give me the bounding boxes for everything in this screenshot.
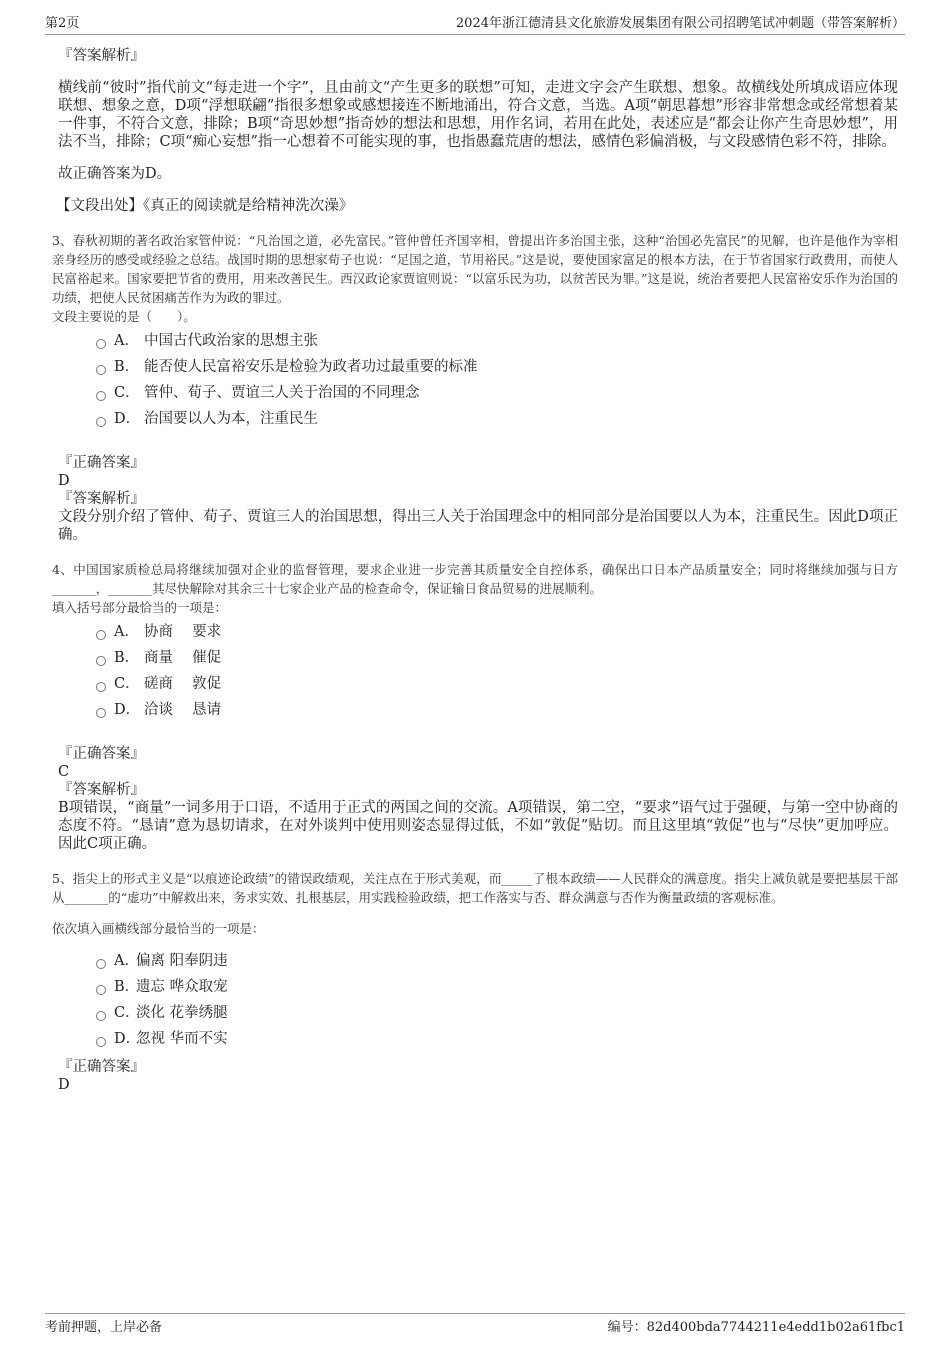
question-4-text: 4、中国国家质检总局将继续加强对企业的监督管理，要求企业进一步完善其质量安全自控体系，确保出口日本产品质量安全；同时将继续加强与日方_______，_______其尽快解除对其余三十七家企业产品的检查命令，保证输日食品贸易的进展顺利。 (52, 562, 898, 596)
option-d[interactable]: D． 治国要以人为本，注重民生 (96, 406, 898, 432)
radio-icon[interactable] (96, 708, 106, 718)
answer-label: 『正确答案』 (58, 1059, 145, 1075)
radio-icon[interactable] (96, 1011, 106, 1021)
conclusion: 故正确答案为D。 (58, 166, 172, 182)
option-b[interactable]: B． 遗忘 哗众取宠 (96, 974, 898, 1000)
radio-icon[interactable] (96, 339, 106, 349)
document-id: 编号：82d400bda7744211e4edd1b02a61fbc1 (607, 1320, 905, 1335)
radio-icon[interactable] (96, 656, 106, 666)
analysis-label: 『答案解析』 (58, 782, 145, 798)
question-5-options (96, 948, 898, 1052)
document-title: 2024年浙江德清县文化旅游发展集团有限公司招聘笔试冲刺题（带答案解析） (455, 16, 905, 31)
radio-icon[interactable] (96, 985, 106, 995)
analysis-text: 文段分别介绍了管仲、荀子、贾谊三人的治国思想，得出三人关于治国理念中的相同部分是治国要以人为本，注重民生。因此D项正确。 (58, 509, 898, 543)
answer-label: 『正确答案』 (58, 746, 145, 762)
option-c[interactable]: C． 淡化 花拳绣腿 (96, 1000, 898, 1026)
option-a[interactable]: A． 协商 要求 (96, 619, 898, 645)
page-header (45, 12, 905, 35)
option-b[interactable]: B． 商量 催促 (96, 645, 898, 671)
radio-icon[interactable] (96, 630, 106, 640)
option-a[interactable]: A． 偏离 阳奉阴违 (96, 948, 898, 974)
radio-icon[interactable] (96, 1037, 106, 1047)
passage-source: 【文段出处】《真正的阅读就是给精神洗次澡》 (56, 198, 354, 214)
question-3-options (96, 328, 898, 432)
option-a[interactable]: A． 中国古代政治家的思想主张 (96, 328, 898, 354)
question-3-prompt: 文段主要说的是（ ）。 (52, 309, 196, 324)
question-3-text: 3、春秋初期的著名政治家管仲说：“凡治国之道，必先富民。”管仲曾任齐国宰相，曾提出许多治国主张，这种“治国必先富民”的见解，也许是他作为宰相亲身经历的感受或经验之总结。战国时期的思想家荀子也说：“足国之道，节用裕民。”这是说，要使国家富足的根本方法，在于节省国家行政费用，而使人民富裕起来。国家要把节省的费用，用来改善民生。西汉政论家贾谊则说：“以富乐民为功，以贫苦民为罪。”这是说，统治者要把人民富裕安乐作为治国的功绩，把使人民贫困痛苦作为为政的罪过。 (52, 233, 898, 305)
page-number: 第2页 (45, 16, 80, 31)
radio-icon[interactable] (96, 682, 106, 692)
option-c[interactable]: C． 磋商 敦促 (96, 671, 898, 697)
option-c[interactable]: C． 管仲、荀子、贾谊三人关于治国的不同理念 (96, 380, 898, 406)
answer-value: D (58, 1077, 70, 1093)
radio-icon[interactable] (96, 959, 106, 969)
option-d[interactable]: D． 忽视 华而不实 (96, 1026, 898, 1052)
question-5-prompt: 依次填入画横线部分最恰当的一项是： (52, 921, 265, 936)
document-content (52, 47, 898, 1094)
analysis-text: 横线前“彼时”指代前文“每走进一个字”，且由前文“产生更多的联想”可知，走进文字会产生联想、想象。故横线处所填成语应体现联想、想象之意，D项“浮想联翩”指很多想象或感想接连不断地涌出，符合文意，当选。A项“朝思暮想”形容非常想念或经常想着某一件事，不符合文意，排除；B项“奇思妙想”指奇妙的想法和思想，用作名词，若用在此处，表述应是“都会让你产生奇思妙想”，用法不当，排除；C项“痴心妄想”指一心想着不可能实现的事，也指愚蠢荒唐的想法，感情色彩偏消极，与文段感情色彩不符，排除。 (58, 80, 898, 150)
analysis-label: 『答案解析』 (58, 48, 145, 64)
footer-slogan: 考前押题，上岸必备 (45, 1320, 163, 1335)
question-4-options (96, 619, 898, 723)
question-4-prompt: 填入括号部分最恰当的一项是： (52, 600, 228, 615)
option-b[interactable]: B． 能否使人民富裕安乐是检验为政者功过最重要的标准 (96, 354, 898, 380)
question-5-text: 5、指尖上的形式主义是“以痕迹论政绩”的错误政绩观，关注点在于形式美观，而_____了根本政绩——人民群众的满意度。指尖上减负就是要把基层干部从_______的“虚功”中解救出来，务求实效、扎根基层，用实践检验政绩，把工作落实与否、群众满意与否作为衡量政绩的客观标准。 (52, 871, 898, 905)
radio-icon[interactable] (96, 391, 106, 401)
radio-icon[interactable] (96, 365, 106, 375)
answer-value: C (58, 764, 70, 780)
option-d[interactable]: D． 洽谈 恳请 (96, 697, 898, 723)
analysis-text: B项错误，“商量”一词多用于口语，不适用于正式的两国之间的交流。A项错误，第二空，“要求”语气过于强硬，与第一空中协商的态度不符。“恳请”意为恳切请求，在对外谈判中使用则姿态显得过低，不如“敦促”贴切。而且这里填“敦促”也与“尽快”更加呼应。因此C项正确。 (58, 800, 898, 852)
answer-label: 『正确答案』 (58, 455, 145, 471)
radio-icon[interactable] (96, 417, 106, 427)
analysis-label: 『答案解析』 (58, 491, 145, 507)
answer-value: D (58, 473, 70, 489)
page-footer (45, 1313, 905, 1335)
